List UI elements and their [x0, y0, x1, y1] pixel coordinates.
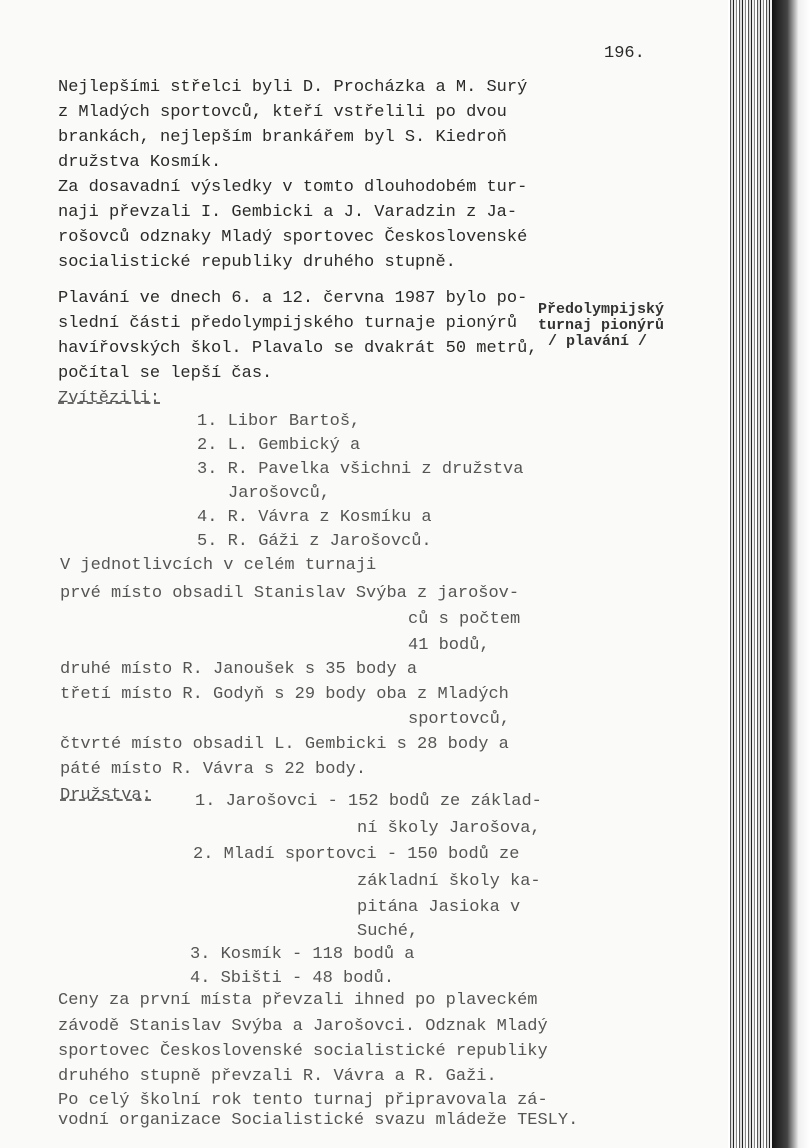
text-line: socialistické republiky druhého stupně.: [58, 253, 456, 272]
text-line: Plavání ve dnech 6. a 12. června 1987 bylo po-: [58, 289, 528, 308]
margin-note-line: Předolympijský: [538, 301, 665, 318]
winners-heading: Zvítězili:: [58, 389, 161, 408]
list-item: 1. Jarošovci - 152 bodů ze základ-: [195, 792, 542, 811]
teams-heading: Družstva:: [60, 786, 152, 805]
margin-note-line: turnaj pionýrů: [538, 317, 665, 334]
text-line: Ceny za první místa převzali ihned po plaveckém: [58, 991, 538, 1010]
text-line: 41 bodů,: [408, 636, 490, 655]
list-item: 5. R. Gáži z Jarošovců.: [197, 532, 432, 551]
text-line: brankách, nejlepším brankářem byl S. Kiedroň: [58, 128, 507, 147]
list-item: 4. Sbišti - 48 bodů.: [190, 969, 395, 988]
text-line: Za dosavadní výsledky v tomto dlouhodobém tur-: [58, 178, 528, 197]
text-line: sportovců,: [408, 710, 511, 729]
text-line: druhého stupně převzali R. Vávra a R. Gaži.: [58, 1067, 497, 1086]
text-line: třetí místo R. Godyň s 29 body oba z Mladých: [60, 685, 509, 704]
text-line: naji převzali I. Gembicki a J. Varadzin z Ja-: [58, 203, 518, 222]
text-line: vodní organizace Socialistické svazu mládeže TESLY.: [58, 1111, 579, 1130]
text-line: z Mladých sportovců, kteří vstřelili po dvou: [58, 103, 507, 122]
text-line: počítal se lepší čas.: [58, 364, 273, 383]
page-binding-shadow: [772, 0, 810, 1148]
text-line: V jednotlivcích v celém turnaji: [60, 556, 377, 575]
list-item: 4. R. Vávra z Kosmíku a: [197, 508, 432, 527]
text-line: sportovec Československé socialistické republiky: [58, 1042, 548, 1061]
list-item: základní školy ka-: [357, 872, 541, 891]
list-item: Jarošovců,: [228, 484, 331, 503]
text-line: ců s počtem: [408, 610, 521, 629]
text-line: závodě Stanislav Svýba a Jarošovci. Odznak Mladý: [58, 1017, 548, 1036]
list-item: pitána Jasioka v: [357, 898, 521, 917]
text-line: družstva Kosmík.: [58, 153, 222, 172]
margin-note-line: / plavání /: [548, 333, 648, 350]
page-number: 196.: [604, 44, 645, 63]
text-line: rošovců odznaky Mladý sportovec Československé: [58, 228, 528, 247]
text-line: Po celý školní rok tento turnaj připravovala zá-: [58, 1091, 548, 1110]
text-line: havířovských škol. Plavalo se dvakrát 50 metrů,: [58, 339, 538, 358]
text-line: slední části předolympijského turnaje pionýrů: [58, 314, 518, 333]
list-item: 2. L. Gembický a: [197, 436, 361, 455]
list-item: 1. Libor Bartoš,: [197, 412, 361, 431]
list-item: 2. Mladí sportovci - 150 bodů ze: [193, 845, 520, 864]
list-item: 3. R. Pavelka všichni z družstva: [197, 460, 524, 479]
list-item: Suché,: [357, 922, 419, 941]
text-line: druhé místo R. Janoušek s 35 body a: [60, 660, 418, 679]
list-item: ní školy Jarošova,: [357, 819, 541, 838]
text-line: páté místo R. Vávra s 22 body.: [60, 760, 367, 779]
text-line: čtvrté místo obsadil L. Gembicki s 28 body a: [60, 735, 509, 754]
text-line: Nejlepšími střelci byli D. Procházka a M. Surý: [58, 78, 528, 97]
list-item: 3. Kosmík - 118 bodů a: [190, 945, 415, 964]
text-line: prvé místo obsadil Stanislav Svýba z jarošov-: [60, 584, 520, 603]
